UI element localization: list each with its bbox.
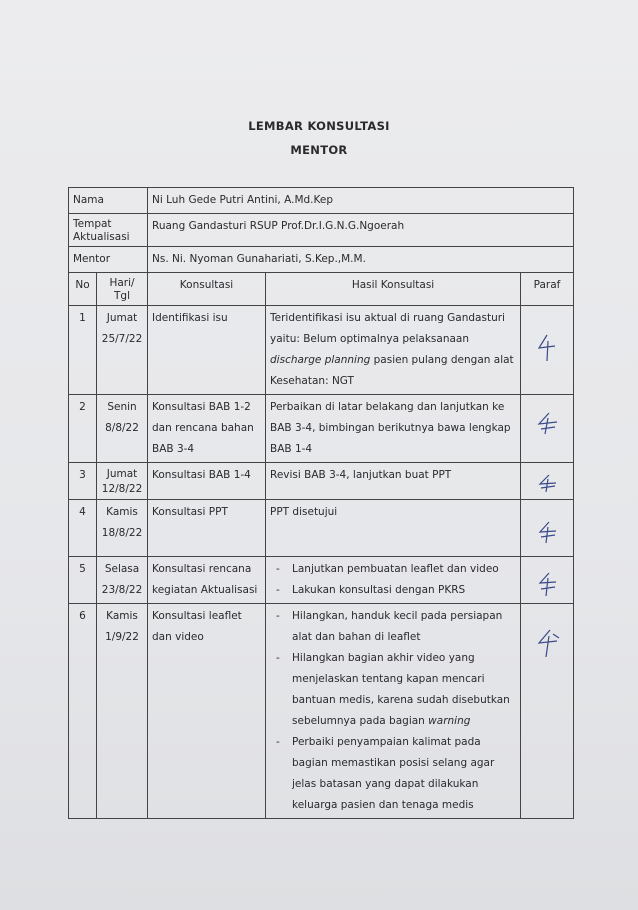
consultation-table [68, 187, 574, 819]
document-title: LEMBAR KONSULTASI [248, 119, 390, 133]
table-row [69, 463, 574, 500]
row-hasil [266, 306, 521, 395]
hasil-text: pasien pulang dengan alat Kesehatan: NGT [270, 354, 514, 387]
info-row-nama [69, 188, 574, 214]
row-day-date [97, 306, 148, 395]
col-header-hari: Hari/ Tgl [97, 273, 148, 306]
col-header-konsultasi: Konsultasi [148, 273, 266, 306]
list-item: - Perbaiki penyampaian kalimat pada bagian memastikan posisi selang agar jelas batasan yang dapat dilakukan keluarga pasien dan tenaga medis [270, 732, 516, 816]
item-emphasis: warning [428, 715, 471, 727]
row-day-date [97, 395, 148, 463]
signature-mark [534, 473, 560, 493]
table-row [69, 557, 574, 604]
row-date: 18/8/22 [101, 527, 143, 539]
row-date: 8/8/22 [105, 422, 139, 434]
mentor-label: Mentor [69, 247, 148, 273]
row-no: 6 [69, 604, 97, 819]
info-row-mentor [69, 247, 574, 273]
row-date: 12/8/22 [101, 483, 143, 495]
row-konsultasi: Konsultasi leaflet dan video [148, 604, 266, 819]
table-row [69, 500, 574, 557]
signature-mark [534, 520, 560, 544]
row-day: Kamis [106, 506, 138, 518]
signature-mark [534, 571, 560, 597]
row-no: 4 [69, 500, 97, 557]
row-no: 2 [69, 395, 97, 463]
nama-value: Ni Luh Gede Putri Antini, A.Md.Kep [148, 188, 574, 214]
col-header-hasil: Hasil Konsultasi [266, 273, 521, 306]
item-text: Hilangkan bagian akhir video yang menjelaskan tentang kapan mencari bantuan medis, karena sudah disebutkan sebelumnya pada bagian [292, 652, 510, 727]
row-konsultasi: Identifikasi isu [148, 306, 266, 395]
row-no: 1 [69, 306, 97, 395]
mentor-value: Ns. Ni. Nyoman Gunahariati, S.Kep.,M.M. [148, 247, 574, 273]
hasil-list [270, 606, 516, 816]
tempat-label: Tempat Aktualisasi [69, 214, 148, 247]
row-date: 25/7/22 [101, 333, 143, 345]
row-day: Senin [107, 401, 137, 413]
row-day-date [97, 463, 148, 500]
row-konsultasi: Konsultasi rencana kegiatan Aktualisasi [148, 557, 266, 604]
signature-mark [533, 628, 561, 658]
row-day-date [97, 557, 148, 604]
tempat-value: Ruang Gandasturi RSUP Prof.Dr.I.G.N.G.Ngoerah [148, 214, 574, 247]
row-date: 1/9/22 [105, 631, 139, 643]
col-header-paraf: Paraf [521, 273, 574, 306]
signature-mark [534, 332, 560, 362]
row-paraf [521, 500, 574, 557]
row-paraf [521, 306, 574, 395]
list-item [270, 648, 516, 732]
table-row [69, 306, 574, 395]
row-konsultasi: Konsultasi BAB 1-4 [148, 463, 266, 500]
row-paraf [521, 395, 574, 463]
row-day: Selasa [104, 563, 140, 575]
row-paraf [521, 604, 574, 819]
row-date: 23/8/22 [101, 584, 143, 596]
hasil-emphasis: discharge planning [270, 354, 371, 366]
row-konsultasi: Konsultasi PPT [148, 500, 266, 557]
list-item: - Lanjutkan pembuatan leaflet dan video [270, 559, 516, 580]
nama-label: Nama [69, 188, 148, 214]
row-paraf [521, 557, 574, 604]
row-hasil: Revisi BAB 3-4, lanjutkan buat PPT [266, 463, 521, 500]
row-day-date [97, 604, 148, 819]
list-item: - Lakukan konsultasi dengan PKRS [270, 580, 516, 601]
hasil-text: Teridentifikasi isu aktual di ruang Gandasturi yaitu: Belum optimalnya pelaksanaan [270, 312, 505, 345]
row-no: 3 [69, 463, 97, 500]
row-hasil [266, 557, 521, 604]
hasil-list [270, 559, 516, 601]
list-item: - Hilangkan, handuk kecil pada persiapan alat dan bahan di leaflet [270, 606, 516, 648]
row-day: Kamis [106, 610, 138, 622]
info-row-tempat [69, 214, 574, 247]
row-hasil [266, 604, 521, 819]
row-day-date [97, 500, 148, 557]
row-hasil: PPT disetujui [266, 500, 521, 557]
row-no: 5 [69, 557, 97, 604]
col-header-no: No [69, 273, 97, 306]
row-day: Jumat [106, 312, 138, 324]
table-row [69, 395, 574, 463]
row-hasil: Perbaikan di latar belakang dan lanjutkan ke BAB 3-4, bimbingan berikutnya bawa lengkap BAB 1-4 [266, 395, 521, 463]
document-subtitle: MENTOR [290, 143, 348, 157]
header-row [69, 273, 574, 306]
row-day: Jumat [106, 468, 138, 480]
signature-mark [533, 411, 561, 435]
row-konsultasi: Konsultasi BAB 1-2 dan rencana bahan BAB 3-4 [148, 395, 266, 463]
row-paraf [521, 463, 574, 500]
table-row [69, 604, 574, 819]
